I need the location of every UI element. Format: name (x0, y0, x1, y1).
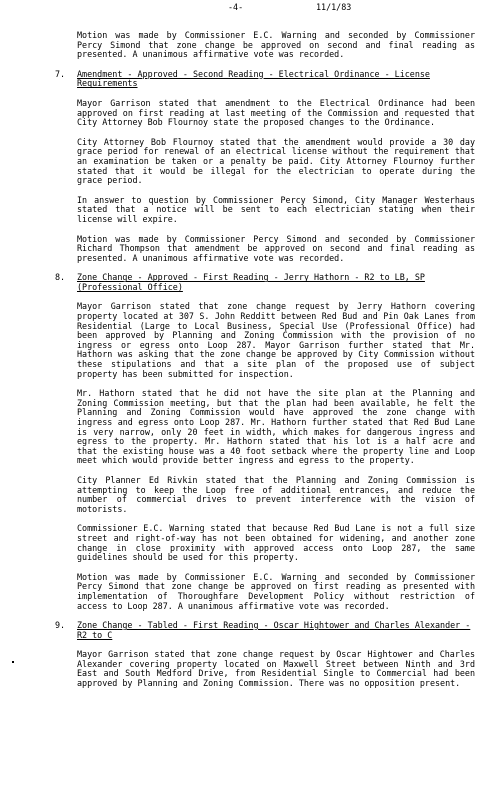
item-paragraph: Motion was made by Commissioner Percy Simond and seconded by Commissioner Richard Thompson that amendment be approved on second and final reading as presented. A unanimous affirmative vote was recorded. (77, 233, 475, 263)
item-paragraph: Commissioner E.C. Warning stated that because Red Bud Lane is not a full size street and right-of-way has not been obtained for widening, and another zone change in close proximity with approved access onto Loop 287, the same guidelines should be used for this property. (77, 523, 475, 563)
item-number: 9. (55, 620, 66, 631)
item-paragraph: Mayor Garrison stated that zone change request by Oscar Hightower and Charles Alexander covering property located on Maxwell Street between Ninth and 3rd East and South Medford Drive, from Residential Single to Commercial had been approved by Planning and Zoning Commission. There was no opposition present. (77, 649, 475, 689)
item-paragraph: Mr. Hathorn stated that he did not have the site plan at the Planning and Zoning Commission meeting, but that the plan had been available, he felt the Planning and Zoning Commission would have approved the zone change with ingress and egress onto Loop 287. Mr. Hathorn further stated that Red Bud Lane is very narrow, only 20 feet in width, which makes for dangerous ingress and egress to the property. Mr. Hathorn stated that his lot is a half acre and that the existing house was a 40 foot setback where the property line and Loop meet which would provide better ingress and egress to the property. (77, 388, 475, 466)
item-paragraph: Mayor Garrison stated that zone change request by Jerry Hathorn covering property located at 307 S. John Redditt between Red Bud and Pin Oak Lanes from Residential (Large to Local Business, Special Use (Professional Office) had been approved by Planning and Zoning Commission with the provision of no ingress or egress onto Loop 287. Mayor Garrison further stated that Mr. Hathorn was asking that the zone change be approved by City Commission without these stipulations and that a site plan of the proposed use of subject property has been submitted for inspection. (77, 301, 475, 379)
item-number: 7. (55, 68, 66, 79)
intro-paragraph: Motion was made by Commissioner E.C. Warning and seconded by Commissioner Percy Simond that zone change be approved on second and final reading as presented. A unanimous affirmative vote was recorded. (77, 30, 475, 60)
item-title: Amendment - Approved - Second Reading - Electrical Ordinance - License Requirements (77, 68, 430, 89)
item-number: 8. (55, 272, 66, 283)
item-paragraph: Motion was made by Commissioner E.C. Warning and seconded by Commissioner Percy Simond that zone change be approved on first reading as presented with implementation of Thoroughfare Development Policy without restriction of access to Loop 287. A unanimous affirmative vote was recorded. (77, 571, 475, 611)
item-title: Zone Change - Approved - First Reading - Jerry Hathorn - R2 to LB, SP (Professional Office) (77, 272, 425, 292)
agenda-item-8 (55, 273, 475, 292)
item-paragraph: In answer to question by Commissioner Percy Simond, City Manager Westerhaus stated that a notice will be sent to each electrician stating when their license will expire. (77, 194, 475, 224)
scan-speck (12, 661, 14, 663)
item-paragraph: Mayor Garrison stated that amendment to the Electrical Ordinance had been approved on first reading at last meeting of the Commission and requested that City Attorney Bob Flournoy state the proposed changes to the Ordinance. (77, 97, 475, 128)
page-date: 11/1/83 (316, 2, 352, 12)
page-header (0, 3, 485, 15)
page-number: -4- (228, 2, 244, 12)
agenda-item-7 (55, 70, 475, 89)
agenda-item-9 (55, 621, 475, 640)
item-paragraph: City Planner Ed Rivkin stated that the Planning and Zoning Commission is attempting to keep the Loop free of additional entrances, and reduce the number of commercial drives to prevent interference with the vision of motorists. (77, 474, 475, 514)
minutes-body (55, 31, 475, 699)
item-title: Zone Change - Tabled - First Reading - Oscar Hightower and Charles Alexander - R2 to C (77, 620, 471, 640)
item-paragraph: City Attorney Bob Flournoy stated that the amendment would provide a 30 day grace period for renewal of an electrical license without the requirement that an examination be taken or a penalty be paid. City Attorney Flournoy further stated that it would be illegal for the electrician to operate during the grace period. (77, 136, 475, 186)
